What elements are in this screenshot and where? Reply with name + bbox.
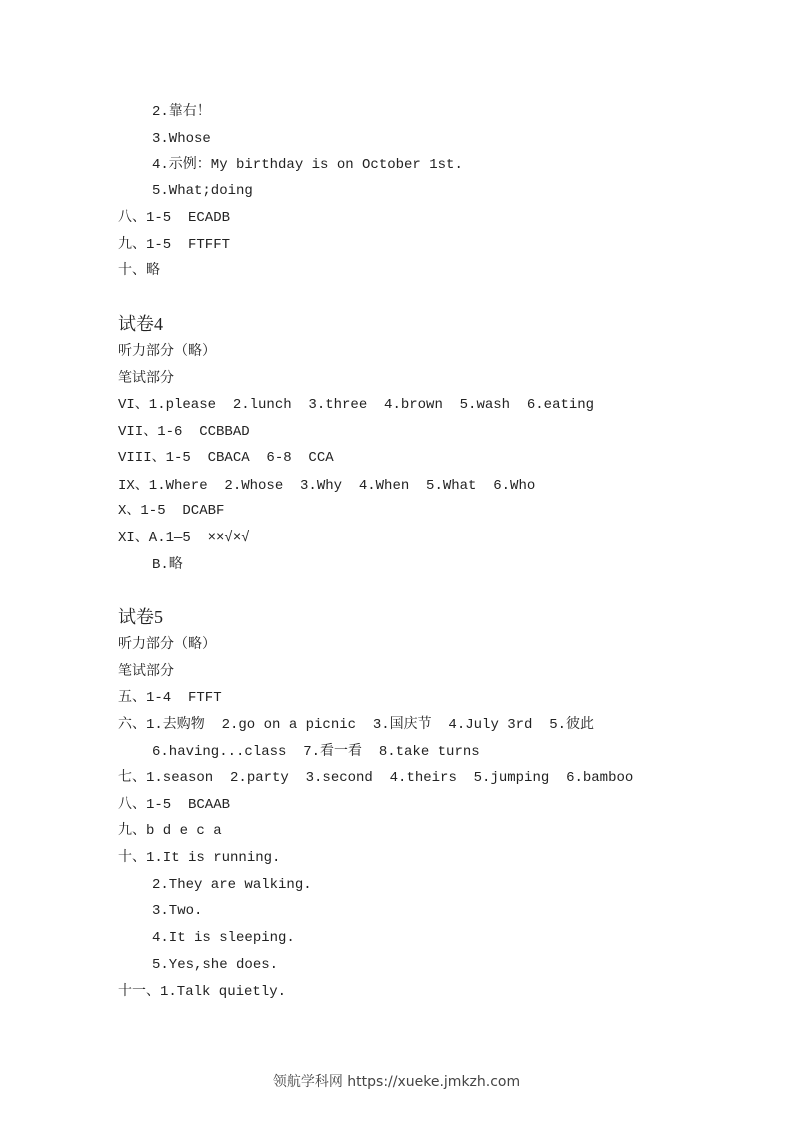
answer-line: 4.示例：My birthday is on October 1st. <box>152 157 463 173</box>
answer-line: 八、1-5 ECADB <box>118 210 231 226</box>
answer-line: 6.having...class 7.看一看 8.take turns <box>152 744 480 760</box>
answer-line: VII、1-6 CCBBAD <box>118 424 250 440</box>
answer-line: 5.What;doing <box>152 183 253 199</box>
answer-line: 八、1-5 BCAAB <box>118 797 231 813</box>
answer-line: 十、1.It is running. <box>118 850 281 866</box>
answer-line: 九、b d e c a <box>118 823 222 839</box>
answer-line: 3.Two. <box>152 903 203 919</box>
paper-4-title: 试卷4 <box>118 314 163 334</box>
answer-line: 2.They are walking. <box>152 877 312 893</box>
answer-line: 六、1.去购物 2.go on a picnic 3.国庆节 4.July 3rd 5.彼此 <box>118 717 595 733</box>
answer-line: 3.Whose <box>152 131 211 147</box>
answer-line: 2.靠右！ <box>152 104 211 120</box>
answer-line: 听力部分（略） <box>118 344 216 360</box>
answer-line: 听力部分（略） <box>118 637 216 653</box>
answer-line: XI、A.1—5 ××√×√ <box>118 530 250 546</box>
answer-line: 十、略 <box>118 263 160 279</box>
answer-line: 笔试部分 <box>118 664 174 680</box>
paper-5-title: 试卷5 <box>118 607 163 627</box>
answer-line: 九、1-5 FTFFT <box>118 237 231 253</box>
answer-line: IX、1.Where 2.Whose 3.Why 4.When 5.What 6.Who <box>118 478 536 494</box>
answer-line: 5.Yes,she does. <box>152 957 279 973</box>
answer-line: 十一、1.Talk quietly. <box>118 984 287 1000</box>
answer-line: X、1-5 DCABF <box>118 503 225 519</box>
answer-line: 4.It is sleeping. <box>152 930 295 946</box>
footer-watermark: 领航学科网 https://xueke.jmkzh.com <box>272 1074 521 1090</box>
answer-line: 五、1-4 FTFT <box>118 690 222 706</box>
answer-line: 七、1.season 2.party 3.second 4.theirs 5.jumping 6.bamboo <box>118 770 634 786</box>
answer-line: 笔试部分 <box>118 371 174 387</box>
answer-line: VI、1.please 2.lunch 3.three 4.brown 5.wash 6.eating <box>118 397 595 413</box>
answer-line: VIII、1-5 CBACA 6-8 CCA <box>118 450 334 466</box>
answer-line: B.略 <box>152 557 183 573</box>
